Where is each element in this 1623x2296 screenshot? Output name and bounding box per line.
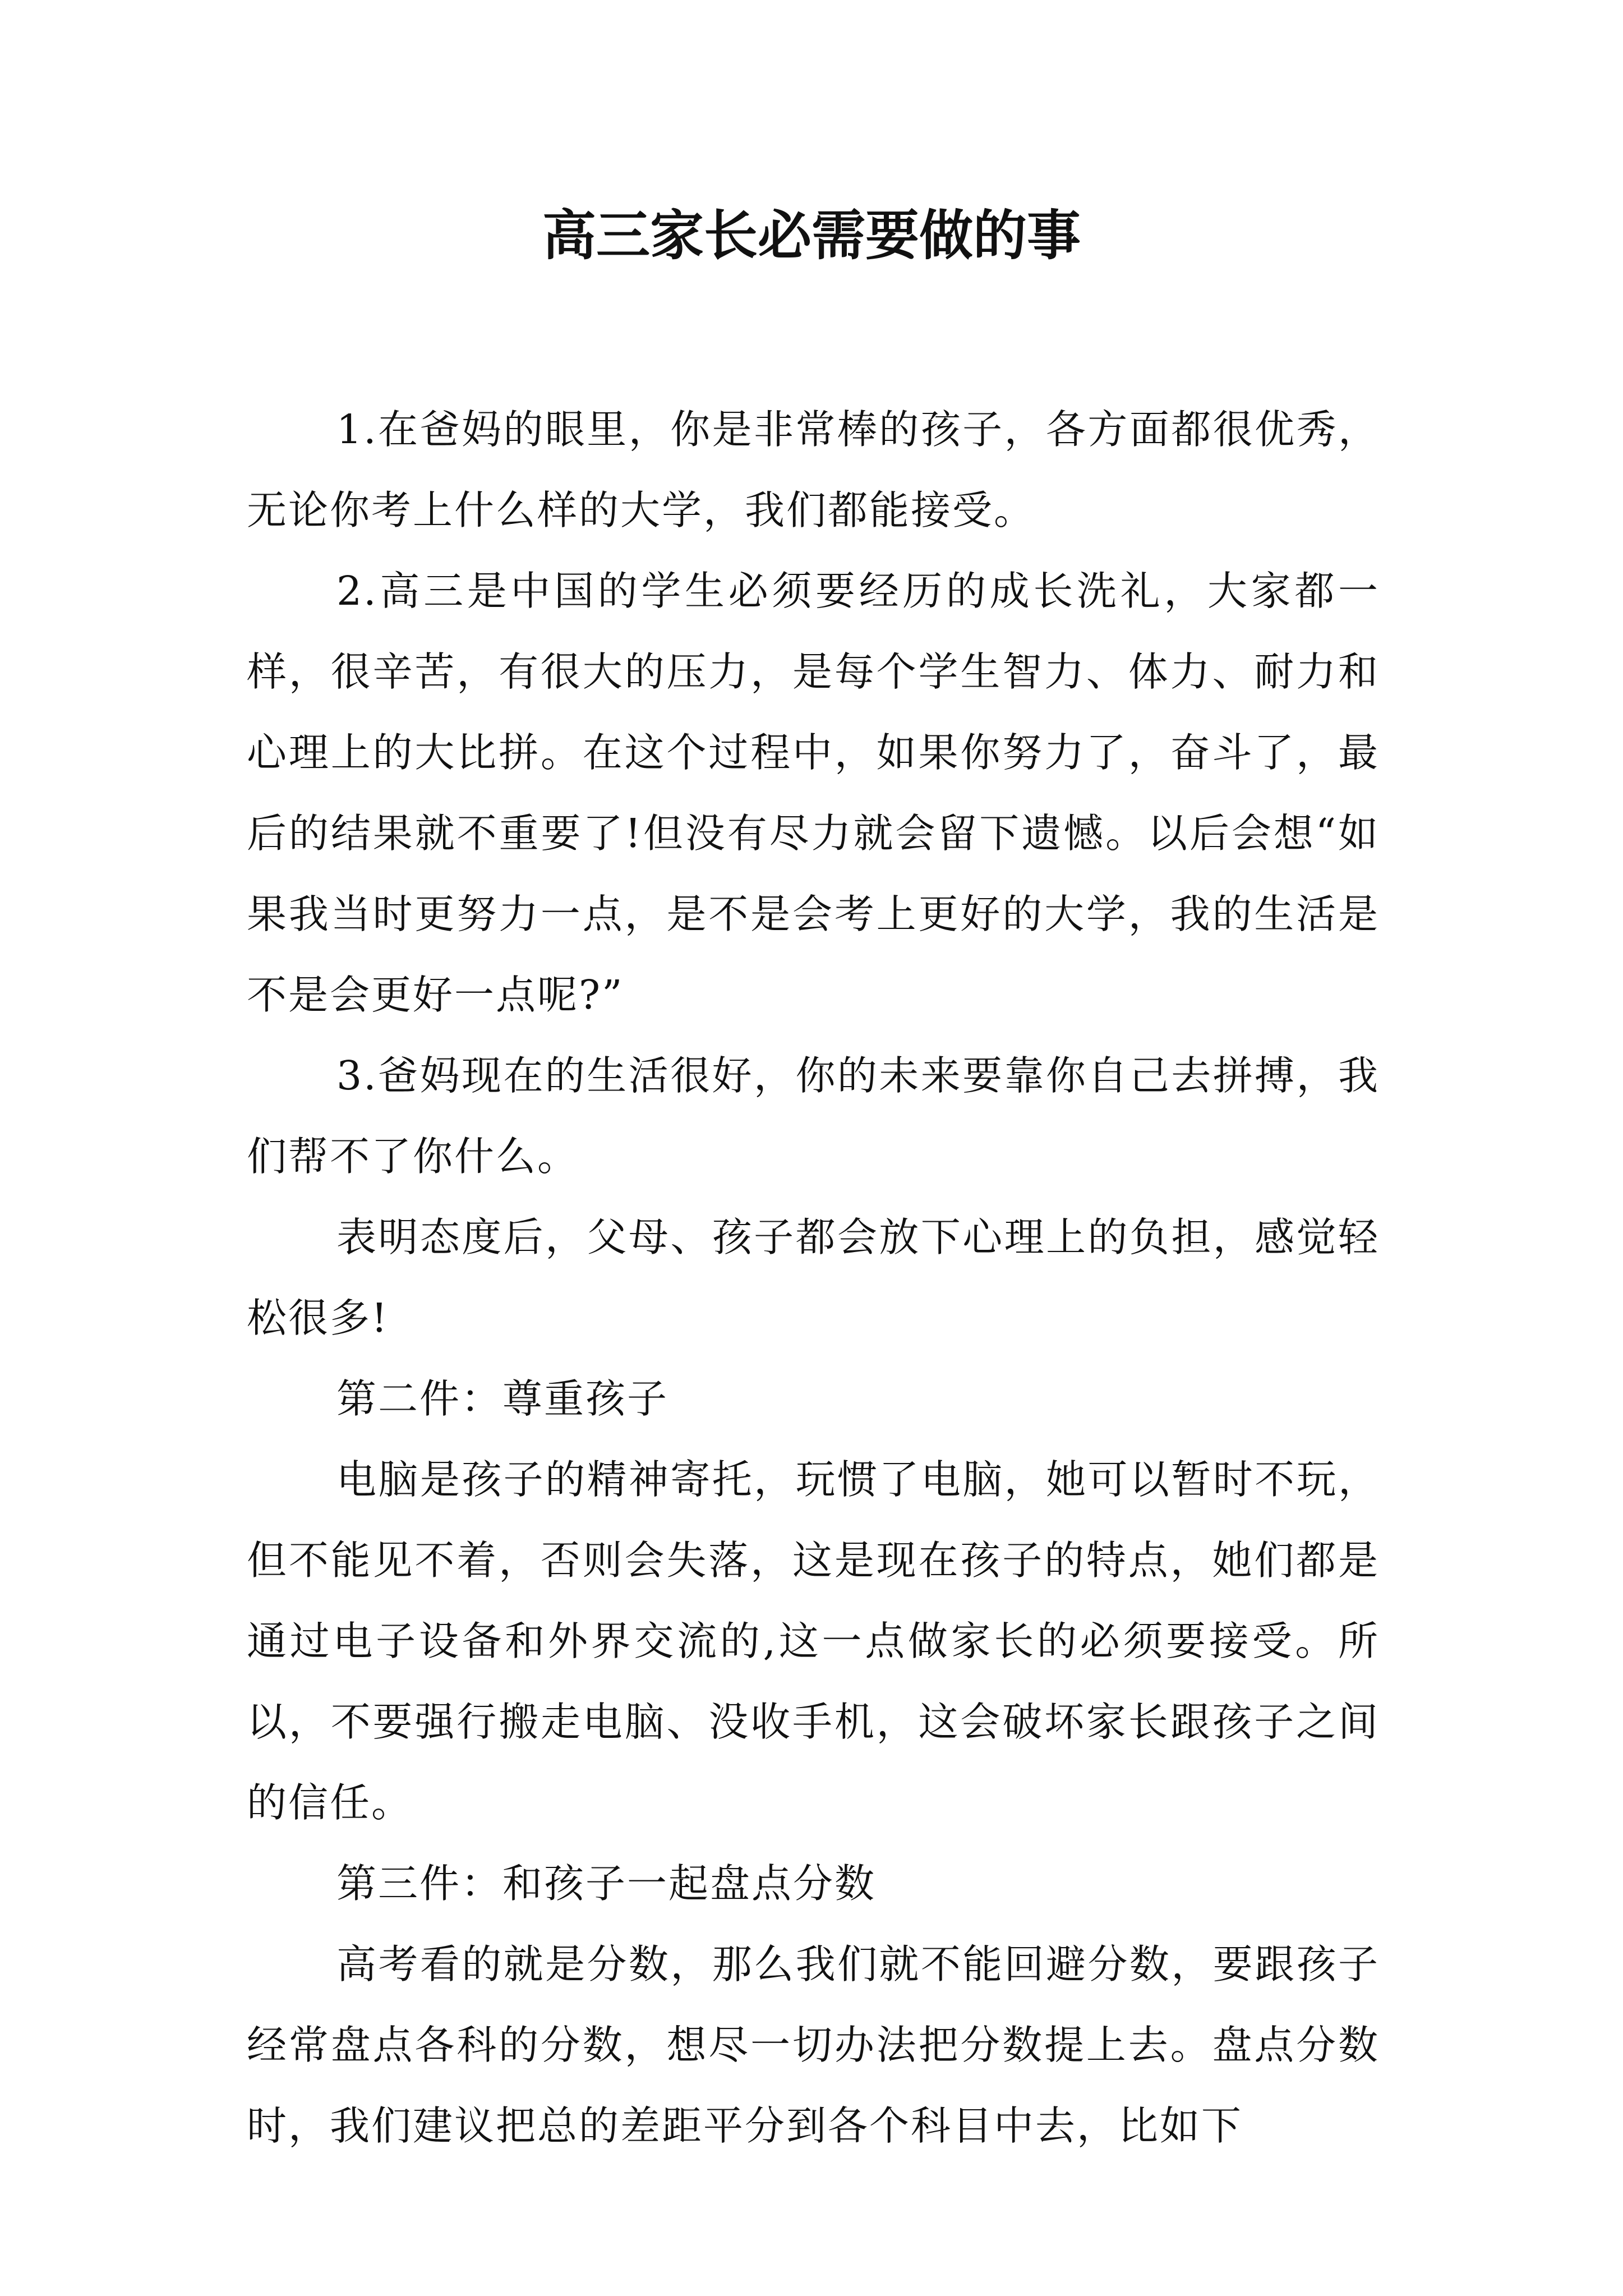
section-heading-3: 第三件：和孩子一起盘点分数 — [336, 1860, 877, 1907]
paragraph-scores: 高考看的就是分数，那么我们就不能回避分数，要跟孩子经常盘点各科的分数，想尽一切办法把分数提上去。盘点分数时，我们建议把总的差距平分到各个科目中去，比如下 — [247, 1941, 1380, 2149]
paragraph-point-1: 1.在爸妈的眼里，你是非常棒的孩子，各方面都很优秀，无论你考上什么样的大学，我们都能接受。 — [247, 406, 1380, 533]
paragraph-attitude: 表明态度后，父母、孩子都会放下心理上的负担，感觉轻松很多! — [247, 1214, 1380, 1341]
document-title: 高三家长必需要做的事 — [542, 204, 1081, 267]
document-body — [247, 389, 1380, 2166]
paragraph-point-3: 3.爸妈现在的生活很好，你的未来要靠你自己去拼搏，我们帮不了你什么。 — [247, 1052, 1380, 1180]
paragraph-respect: 电脑是孩子的精神寄托，玩惯了电脑，她可以暂时不玩，但不能见不着，否则会失落，这是现在孩子的特点，她们都是通过电子设备和外界交流的,这一点做家长的必须要接受。所以，不要强行搬走电脑、没收手机，这会破坏家长跟孩子之间的信任。 — [247, 1456, 1380, 1826]
section-heading-2: 第二件：尊重孩子 — [336, 1375, 669, 1422]
paragraph-point-2: 2.高三是中国的学生必须要经历的成长洗礼，大家都一样，很辛苦，有很大的压力，是每个学生智力、体力、耐力和心理上的大比拼。在这个过程中，如果你努力了，奋斗了，最后的结果就不重要了!但没有尽力就会留下遗憾。以后会想“如果我当时更努力一点，是不是会考上更好的大学，我的生活是不是会更好一点呢?” — [247, 568, 1380, 1018]
